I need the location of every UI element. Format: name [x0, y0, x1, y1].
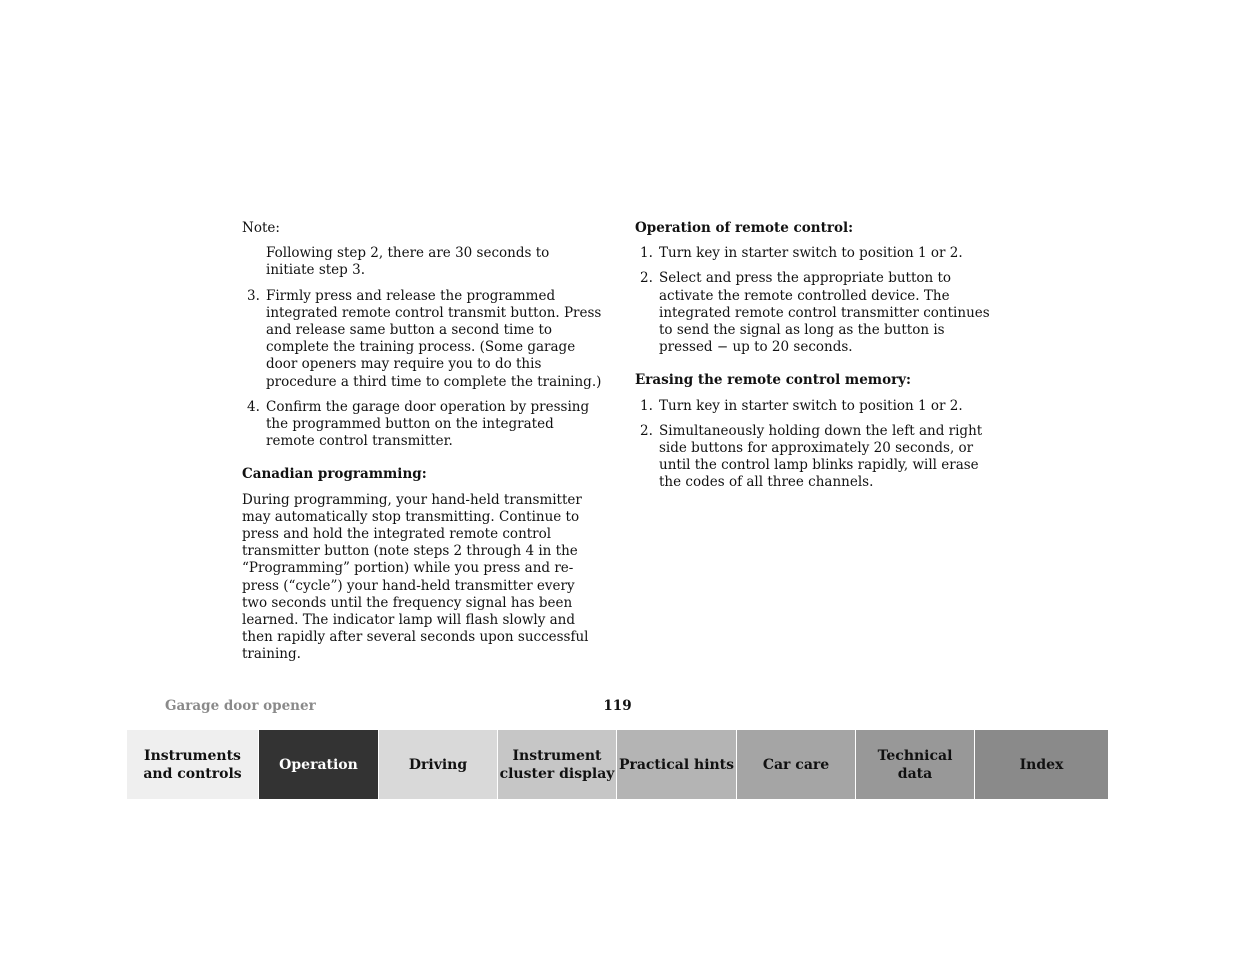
- erasing-heading: Erasing the remote control memory:: [635, 372, 912, 389]
- left-column: [242, 220, 602, 672]
- step-number: 1.: [640, 245, 653, 262]
- list-item: [635, 270, 995, 356]
- operation-steps-list: [635, 245, 995, 356]
- note-label: Note:: [242, 220, 280, 236]
- nav-tab-practical-hints[interactable]: [617, 730, 737, 799]
- nav-tab-instrument-cluster-display[interactable]: [498, 730, 617, 799]
- canadian-programming-heading: Canadian programming:: [242, 466, 427, 483]
- nav-tab-label: and controls: [143, 765, 242, 782]
- erasing-steps-list: [635, 398, 995, 492]
- step-number: 4.: [247, 398, 260, 415]
- nav-tab-label: data: [897, 765, 933, 782]
- nav-tab-label: Operation: [279, 756, 358, 773]
- nav-tab-label: Instrument: [512, 747, 602, 764]
- nav-tab-label: Technical: [877, 747, 953, 764]
- nav-tab-label: Instruments: [144, 747, 241, 764]
- programming-steps-list: [242, 288, 602, 451]
- nav-tab-index[interactable]: [975, 730, 1108, 799]
- nav-tab-label: Car care: [762, 756, 830, 773]
- nav-tab-driving[interactable]: [379, 730, 498, 799]
- step-text: Select and press the appropriate button to activate the remote controlled device. The integrated remote control transmitter continues to send the signal as long as the button is pressed − up to 20 seconds.: [659, 270, 990, 356]
- list-item: [635, 423, 995, 492]
- nav-tab-label: Driving: [408, 756, 468, 773]
- right-column: [635, 220, 995, 500]
- operation-heading: Operation of remote control:: [635, 220, 854, 236]
- step-text: Firmly press and release the programmed integrated remote control transmit button. Press and release same button a second time to complete the training process. (Some garage door openers may require you to do this procedure a third time to complete the training.): [266, 287, 602, 390]
- step-number: 2.: [640, 270, 653, 287]
- nav-tab-label: cluster display: [499, 765, 615, 782]
- step-number: 3.: [247, 287, 260, 304]
- step-text: Confirm the garage door operation by pressing the programmed button on the integrated remote control transmitter.: [266, 398, 590, 450]
- canadian-programming-text: During programming, your hand-held transmitter may automatically stop transmitting. Continue to press and hold the integrated remote control transmitter button (note steps 2 through 4 in the “Programming” portion) while you press and re-press (“cycle”) your hand-held transmitter every two seconds until the frequency signal has been learned. The indicator lamp will flash slowly and then rapidly after several seconds upon successful training.: [242, 491, 589, 663]
- nav-tab-technical-data[interactable]: [856, 730, 975, 799]
- list-item: [242, 288, 602, 391]
- chapter-nav-bar: [127, 730, 1108, 799]
- step-number: 2.: [640, 422, 653, 439]
- page-number: 119: [603, 698, 632, 714]
- list-item: [635, 245, 995, 262]
- step-text: Simultaneously holding down the left and right side buttons for approximately 20 seconds, or until the control lamp blinks rapidly, will erase the codes of all three channels.: [659, 422, 983, 491]
- step-text: Turn key in starter switch to position 1 or 2.: [659, 397, 963, 414]
- nav-tab-car-care[interactable]: [737, 730, 856, 799]
- nav-tab-label: Index: [1019, 756, 1064, 773]
- list-item: [635, 398, 995, 415]
- footer-section-title: Garage door opener: [165, 698, 316, 714]
- note-text: Following step 2, there are 30 seconds to initiate step 3.: [266, 245, 550, 279]
- nav-tab-operation[interactable]: [259, 730, 379, 799]
- step-number: 1.: [640, 397, 653, 414]
- nav-tab-instruments-and-controls[interactable]: [127, 730, 259, 799]
- list-item: [242, 399, 602, 451]
- step-text: Turn key in starter switch to position 1 or 2.: [659, 245, 963, 262]
- nav-tab-label: Practical hints: [618, 756, 735, 773]
